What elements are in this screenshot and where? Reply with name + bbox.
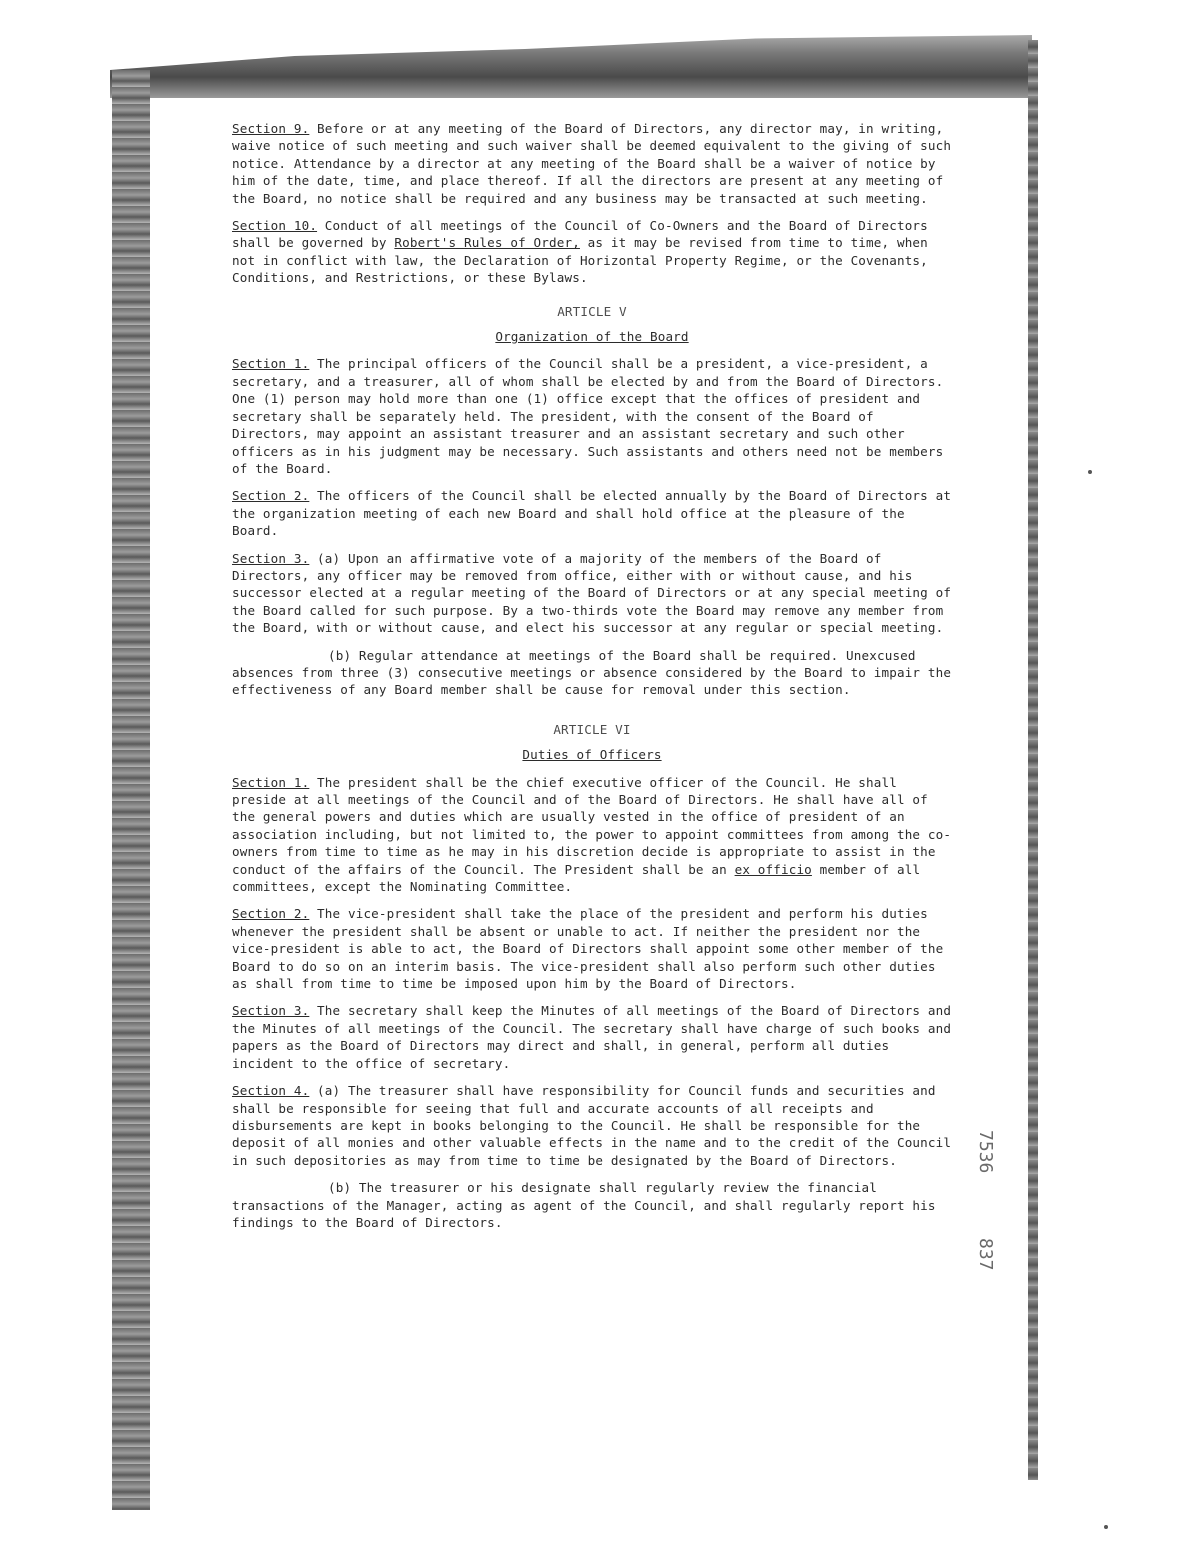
margin-page-number: 837 bbox=[975, 1238, 996, 1271]
article-v-section-3b: (b) Regular attendance at meetings of the Board shall be required. Unexcused absences from three (3) consecutive meetings or absence considered by the Board to impair the effectiveness of any Board member shall be cause for removal under this section. bbox=[232, 647, 952, 698]
section-heading: Section 4. bbox=[232, 1083, 310, 1099]
section-text: (a) Upon an affirmative vote of a majority of the members of the Board of Directors, any officer may be removed from office, either with or without cause, and his successor elected at a regular meeting of the Board of Directors or at any special meeting of the Board called for such purpose. By a two-thirds vote the Board may remove any member from the Board, with or without cause, and elect his successor at any regular or special meeting. bbox=[232, 550, 952, 636]
article-vi-subtitle: Duties of Officers bbox=[522, 747, 662, 763]
article-vi-section-2 bbox=[232, 905, 952, 992]
article-v-section-2 bbox=[232, 487, 952, 539]
scan-shadow-right bbox=[1028, 40, 1038, 1480]
article-vi-section-4a bbox=[232, 1082, 952, 1169]
section-text: The principal officers of the Council shall be a president, a vice-president, a secretary, and a treasurer, all of whom shall be elected by and from the Board of Directors. One (1) person may hold more than one (1) office except that the offices of president and secretary shall be separately held. The president, with the consent of the Board of Directors, may appoint an assistant treasurer and an assistant secretary and such other officers as in his judgment may be necessary. Such assistants and others need not be members of the Board. bbox=[232, 356, 944, 476]
section-text: The officers of the Council shall be elected annually by the Board of Directors at the organization meeting of each new Board and shall hold office at the pleasure of the Board. bbox=[232, 488, 952, 539]
section-heading: Section 1. bbox=[232, 774, 310, 790]
article-v-subtitle: Organization of the Board bbox=[495, 329, 689, 345]
section-text: member of all committees, except the Nominating Committee. bbox=[232, 861, 921, 895]
section-text: Conduct of all meetings of the Council of Co-Owners and the Board of Directors shall be governed by bbox=[232, 218, 928, 251]
article-vi-section-4b: (b) The treasurer or his designate shall regularly review the financial transactions of the Manager, acting as agent of the Council, and shall regularly report his findings to the Board of Directors. bbox=[232, 1180, 936, 1230]
article-vi-title: ARTICLE VI bbox=[553, 721, 631, 737]
section-text: (a) The treasurer shall have responsibility for Council funds and securities and shall be responsible for seeing that full and accurate accounts of all receipts and disbursements are kept in books belonging to the Council. He shall be responsible for the deposit of all monies and other valuable effects in the name and to the credit of the Council in such depositories as may from time to time be designated by the Board of Directors. bbox=[232, 1083, 952, 1168]
document-page bbox=[232, 120, 952, 1241]
section-heading: Section 9. bbox=[232, 121, 310, 136]
scan-shadow-left bbox=[112, 70, 150, 1510]
section-text: The secretary shall keep the Minutes of all meetings of the Board of Directors and the Minutes of all meetings of the Council. The secretary shall have charge of such books and papers as the Board of Directors may direct and shall, in general, perform all duties incident to the office of secretary. bbox=[232, 1003, 952, 1071]
section-heading: Section 1. bbox=[232, 356, 310, 372]
scan-speck bbox=[1088, 470, 1092, 474]
article-v-section-3a bbox=[232, 550, 952, 637]
section-text: Before or at any meeting of the Board of Directors, any director may, in writing, waive notice of such meeting and such waiver shall be deemed equivalent to the giving of such notice. Attendance by a director at any meeting of the Board shall be a waiver of notice by him of the date, time, and place thereof. If all the directors are present at any meeting of the Board, no notice shall be required and any business may be transacted at such meeting. bbox=[232, 121, 952, 206]
section-text: as it may be revised from time to time, when not in conflict with law, the Declaration of Horizontal Property Regime, or the Covenants, Conditions, and Restrictions, or these Bylaws. bbox=[232, 235, 928, 286]
section-heading: Section 2. bbox=[232, 906, 310, 922]
scan-speck bbox=[1104, 1525, 1108, 1529]
section-10-paragraph bbox=[232, 217, 952, 287]
section-heading: Section 3. bbox=[232, 1003, 310, 1019]
margin-page-number: 7536 bbox=[975, 1130, 996, 1174]
article-v-section-1 bbox=[232, 355, 952, 477]
section-heading: Section 10. bbox=[232, 218, 318, 234]
section-heading: Section 2. bbox=[232, 488, 310, 504]
scan-shadow-top bbox=[110, 28, 1032, 98]
rules-of-order-title: Robert's Rules of Order, bbox=[394, 235, 580, 251]
section-text: The president shall be the chief executive officer of the Council. He shall preside at all meetings of the Council and of the Board of Directors. He shall have all of the general powers and duties which are usually vested in the office of president of an association including, but not limited to, the power to appoint committees from among the co-owners from time to time as he may in his discretion decide is appropriate to assist in the conduct of the affairs of the Council. The President shall be an bbox=[232, 774, 952, 877]
article-vi-section-3 bbox=[232, 1002, 952, 1072]
section-9-paragraph bbox=[232, 120, 952, 207]
section-heading: Section 3. bbox=[232, 550, 310, 566]
article-vi-section-1 bbox=[232, 774, 952, 896]
ex-officio-term: ex officio bbox=[734, 861, 812, 877]
section-text: The vice-president shall take the place of the president and perform his duties whenever the president shall be absent or unable to act. If neither the president nor the vice-president is able to act, the Board of Directors shall appoint some other member of the Board to do so on an interim basis. The vice-president shall also perform such other duties as shall from time to time be imposed upon him by the Board of Directors. bbox=[232, 906, 944, 992]
article-v-title: ARTICLE V bbox=[557, 303, 627, 319]
